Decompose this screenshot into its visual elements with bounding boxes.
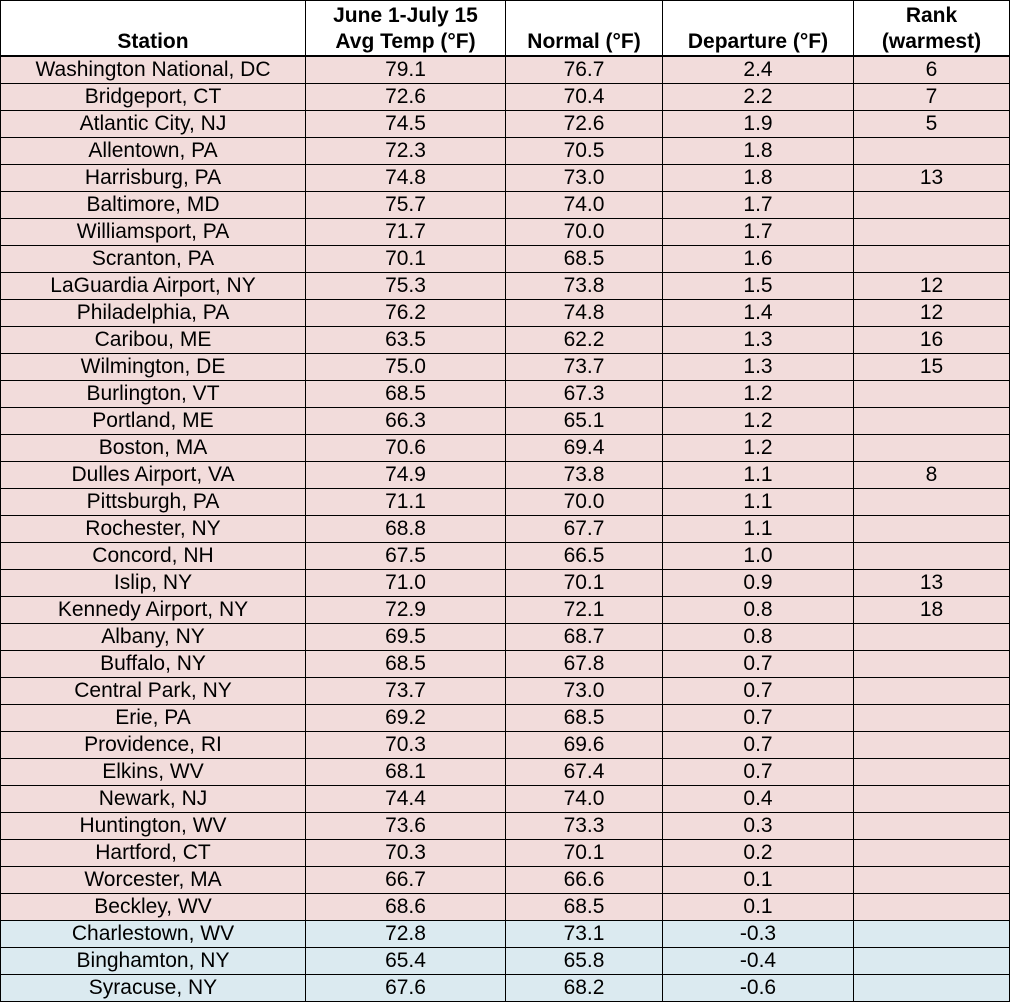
table-row [1, 165, 1010, 192]
cell-departure: 1.3 [663, 354, 854, 381]
header-normal-label: Normal (°F) [527, 30, 641, 53]
cell-rank [854, 219, 1010, 246]
cell-normal: 70.4 [506, 84, 663, 111]
cell-station: Providence, RI [1, 732, 306, 759]
cell-avg-temp: 76.2 [306, 300, 506, 327]
cell-normal: 70.1 [506, 840, 663, 867]
cell-normal: 73.3 [506, 813, 663, 840]
cell-normal: 74.0 [506, 192, 663, 219]
table-body [1, 56, 1010, 1002]
cell-station: Portland, ME [1, 408, 306, 435]
cell-departure: 1.5 [663, 273, 854, 300]
cell-rank: 13 [854, 570, 1010, 597]
cell-rank [854, 381, 1010, 408]
cell-departure: 0.4 [663, 786, 854, 813]
cell-departure: 1.0 [663, 543, 854, 570]
table-row [1, 381, 1010, 408]
cell-normal: 74.8 [506, 300, 663, 327]
cell-rank [854, 246, 1010, 273]
cell-departure: 1.2 [663, 435, 854, 462]
header-avg-temp-label: June 1-July 15 Avg Temp (°F) [333, 4, 478, 53]
cell-normal: 68.5 [506, 246, 663, 273]
cell-avg-temp: 69.2 [306, 705, 506, 732]
table-row [1, 867, 1010, 894]
cell-rank [854, 975, 1010, 1002]
cell-station: Beckley, WV [1, 894, 306, 921]
cell-departure: 0.8 [663, 597, 854, 624]
cell-station: Harrisburg, PA [1, 165, 306, 192]
cell-normal: 68.5 [506, 894, 663, 921]
table-row [1, 624, 1010, 651]
cell-avg-temp: 70.3 [306, 840, 506, 867]
cell-normal: 70.5 [506, 138, 663, 165]
cell-departure: -0.3 [663, 921, 854, 948]
cell-normal: 67.7 [506, 516, 663, 543]
table-row [1, 192, 1010, 219]
cell-avg-temp: 70.3 [306, 732, 506, 759]
cell-avg-temp: 74.9 [306, 462, 506, 489]
table-row [1, 543, 1010, 570]
cell-departure: 0.8 [663, 624, 854, 651]
cell-station: Islip, NY [1, 570, 306, 597]
cell-normal: 74.0 [506, 786, 663, 813]
cell-departure: 0.9 [663, 570, 854, 597]
cell-station: Scranton, PA [1, 246, 306, 273]
cell-rank [854, 651, 1010, 678]
cell-avg-temp: 68.1 [306, 759, 506, 786]
cell-station: Concord, NH [1, 543, 306, 570]
cell-normal: 73.8 [506, 462, 663, 489]
cell-departure: 0.7 [663, 732, 854, 759]
cell-rank [854, 921, 1010, 948]
cell-rank: 18 [854, 597, 1010, 624]
cell-station: Burlington, VT [1, 381, 306, 408]
table-row [1, 246, 1010, 273]
table-row [1, 948, 1010, 975]
table-row [1, 921, 1010, 948]
header-rank-label: Rank (warmest) [881, 4, 982, 53]
header-station [1, 1, 306, 57]
cell-rank [854, 759, 1010, 786]
cell-departure: 1.6 [663, 246, 854, 273]
cell-departure: 0.7 [663, 759, 854, 786]
cell-departure: 1.3 [663, 327, 854, 354]
cell-avg-temp: 71.0 [306, 570, 506, 597]
cell-avg-temp: 67.5 [306, 543, 506, 570]
cell-normal: 73.0 [506, 165, 663, 192]
cell-station: Caribou, ME [1, 327, 306, 354]
cell-avg-temp: 68.6 [306, 894, 506, 921]
cell-departure: 1.1 [663, 516, 854, 543]
cell-departure: -0.6 [663, 975, 854, 1002]
cell-departure: 1.4 [663, 300, 854, 327]
cell-normal: 72.1 [506, 597, 663, 624]
cell-rank: 8 [854, 462, 1010, 489]
cell-station: Binghamton, NY [1, 948, 306, 975]
cell-departure: 1.8 [663, 138, 854, 165]
table-row [1, 975, 1010, 1002]
cell-avg-temp: 70.1 [306, 246, 506, 273]
cell-rank [854, 705, 1010, 732]
table-row [1, 273, 1010, 300]
cell-rank [854, 786, 1010, 813]
cell-station: Boston, MA [1, 435, 306, 462]
cell-departure: 0.7 [663, 651, 854, 678]
table-row [1, 489, 1010, 516]
cell-station: LaGuardia Airport, NY [1, 273, 306, 300]
cell-departure: 1.2 [663, 408, 854, 435]
cell-avg-temp: 67.6 [306, 975, 506, 1002]
cell-normal: 73.8 [506, 273, 663, 300]
cell-rank: 12 [854, 273, 1010, 300]
cell-avg-temp: 72.8 [306, 921, 506, 948]
cell-avg-temp: 66.3 [306, 408, 506, 435]
header-departure [663, 1, 854, 57]
table-row [1, 705, 1010, 732]
table-row [1, 597, 1010, 624]
cell-avg-temp: 71.7 [306, 219, 506, 246]
table-row [1, 327, 1010, 354]
cell-avg-temp: 68.5 [306, 651, 506, 678]
cell-departure: 0.3 [663, 813, 854, 840]
cell-normal: 68.7 [506, 624, 663, 651]
cell-station: Atlantic City, NJ [1, 111, 306, 138]
cell-avg-temp: 68.5 [306, 381, 506, 408]
cell-normal: 76.7 [506, 56, 663, 84]
cell-normal: 65.8 [506, 948, 663, 975]
cell-station: Charlestown, WV [1, 921, 306, 948]
cell-station: Washington National, DC [1, 56, 306, 84]
cell-rank: 16 [854, 327, 1010, 354]
table-row [1, 678, 1010, 705]
cell-rank [854, 543, 1010, 570]
cell-station: Worcester, MA [1, 867, 306, 894]
header-station-label: Station [117, 30, 189, 53]
header-rank [854, 1, 1010, 57]
cell-avg-temp: 72.9 [306, 597, 506, 624]
cell-rank [854, 516, 1010, 543]
cell-rank [854, 840, 1010, 867]
cell-avg-temp: 75.0 [306, 354, 506, 381]
cell-normal: 69.6 [506, 732, 663, 759]
cell-station: Hartford, CT [1, 840, 306, 867]
table-row [1, 732, 1010, 759]
cell-rank [854, 867, 1010, 894]
table-row [1, 894, 1010, 921]
table-row [1, 111, 1010, 138]
table-row [1, 651, 1010, 678]
cell-rank [854, 192, 1010, 219]
cell-avg-temp: 73.7 [306, 678, 506, 705]
cell-station: Baltimore, MD [1, 192, 306, 219]
cell-avg-temp: 74.8 [306, 165, 506, 192]
cell-rank: 15 [854, 354, 1010, 381]
table-row [1, 462, 1010, 489]
cell-departure: 0.1 [663, 867, 854, 894]
cell-avg-temp: 69.5 [306, 624, 506, 651]
cell-departure: 0.2 [663, 840, 854, 867]
cell-avg-temp: 63.5 [306, 327, 506, 354]
table-row [1, 516, 1010, 543]
table-row [1, 570, 1010, 597]
cell-rank [854, 138, 1010, 165]
table-row [1, 813, 1010, 840]
cell-departure: 1.9 [663, 111, 854, 138]
table-row [1, 435, 1010, 462]
header-avg-temp [306, 1, 506, 57]
cell-rank: 13 [854, 165, 1010, 192]
cell-rank [854, 624, 1010, 651]
cell-rank [854, 732, 1010, 759]
cell-avg-temp: 74.5 [306, 111, 506, 138]
cell-station: Dulles Airport, VA [1, 462, 306, 489]
cell-station: Erie, PA [1, 705, 306, 732]
cell-station: Buffalo, NY [1, 651, 306, 678]
cell-avg-temp: 79.1 [306, 56, 506, 84]
cell-departure: 2.4 [663, 56, 854, 84]
cell-station: Central Park, NY [1, 678, 306, 705]
cell-avg-temp: 65.4 [306, 948, 506, 975]
cell-rank [854, 678, 1010, 705]
cell-avg-temp: 73.6 [306, 813, 506, 840]
cell-normal: 73.1 [506, 921, 663, 948]
cell-rank [854, 435, 1010, 462]
cell-station: Wilmington, DE [1, 354, 306, 381]
cell-departure: 1.1 [663, 489, 854, 516]
cell-avg-temp: 70.6 [306, 435, 506, 462]
table-row [1, 300, 1010, 327]
table-row [1, 786, 1010, 813]
header-departure-label: Departure (°F) [687, 30, 829, 53]
cell-station: Pittsburgh, PA [1, 489, 306, 516]
cell-normal: 68.2 [506, 975, 663, 1002]
cell-departure: 0.1 [663, 894, 854, 921]
cell-station: Allentown, PA [1, 138, 306, 165]
cell-station: Syracuse, NY [1, 975, 306, 1002]
cell-station: Elkins, WV [1, 759, 306, 786]
cell-departure: 1.7 [663, 192, 854, 219]
cell-rank [854, 894, 1010, 921]
cell-normal: 65.1 [506, 408, 663, 435]
cell-rank [854, 813, 1010, 840]
header-row [1, 1, 1010, 57]
cell-normal: 70.0 [506, 489, 663, 516]
table-row [1, 56, 1010, 84]
table-row [1, 759, 1010, 786]
table-row [1, 219, 1010, 246]
table-row [1, 840, 1010, 867]
cell-station: Albany, NY [1, 624, 306, 651]
cell-avg-temp: 72.3 [306, 138, 506, 165]
cell-station: Newark, NJ [1, 786, 306, 813]
cell-rank [854, 489, 1010, 516]
cell-rank: 6 [854, 56, 1010, 84]
cell-normal: 69.4 [506, 435, 663, 462]
cell-station: Bridgeport, CT [1, 84, 306, 111]
cell-normal: 70.1 [506, 570, 663, 597]
cell-avg-temp: 66.7 [306, 867, 506, 894]
cell-normal: 73.7 [506, 354, 663, 381]
cell-station: Kennedy Airport, NY [1, 597, 306, 624]
cell-normal: 67.3 [506, 381, 663, 408]
cell-avg-temp: 75.7 [306, 192, 506, 219]
cell-normal: 62.2 [506, 327, 663, 354]
cell-normal: 67.8 [506, 651, 663, 678]
table-row [1, 354, 1010, 381]
cell-station: Rochester, NY [1, 516, 306, 543]
header-normal [506, 1, 663, 57]
cell-departure: 1.7 [663, 219, 854, 246]
cell-departure: 0.7 [663, 678, 854, 705]
cell-rank: 7 [854, 84, 1010, 111]
table-row [1, 138, 1010, 165]
cell-normal: 70.0 [506, 219, 663, 246]
cell-normal: 73.0 [506, 678, 663, 705]
cell-rank: 5 [854, 111, 1010, 138]
cell-departure: -0.4 [663, 948, 854, 975]
cell-avg-temp: 75.3 [306, 273, 506, 300]
cell-station: Williamsport, PA [1, 219, 306, 246]
cell-station: Philadelphia, PA [1, 300, 306, 327]
table-row [1, 408, 1010, 435]
cell-normal: 68.5 [506, 705, 663, 732]
cell-station: Huntington, WV [1, 813, 306, 840]
cell-avg-temp: 71.1 [306, 489, 506, 516]
table-row [1, 84, 1010, 111]
cell-departure: 1.8 [663, 165, 854, 192]
cell-normal: 72.6 [506, 111, 663, 138]
cell-departure: 1.1 [663, 462, 854, 489]
cell-avg-temp: 68.8 [306, 516, 506, 543]
cell-rank [854, 408, 1010, 435]
cell-normal: 66.6 [506, 867, 663, 894]
cell-rank [854, 948, 1010, 975]
cell-avg-temp: 72.6 [306, 84, 506, 111]
cell-departure: 2.2 [663, 84, 854, 111]
cell-normal: 67.4 [506, 759, 663, 786]
cell-departure: 0.7 [663, 705, 854, 732]
cell-normal: 66.5 [506, 543, 663, 570]
cell-avg-temp: 74.4 [306, 786, 506, 813]
cell-rank: 12 [854, 300, 1010, 327]
cell-departure: 1.2 [663, 381, 854, 408]
